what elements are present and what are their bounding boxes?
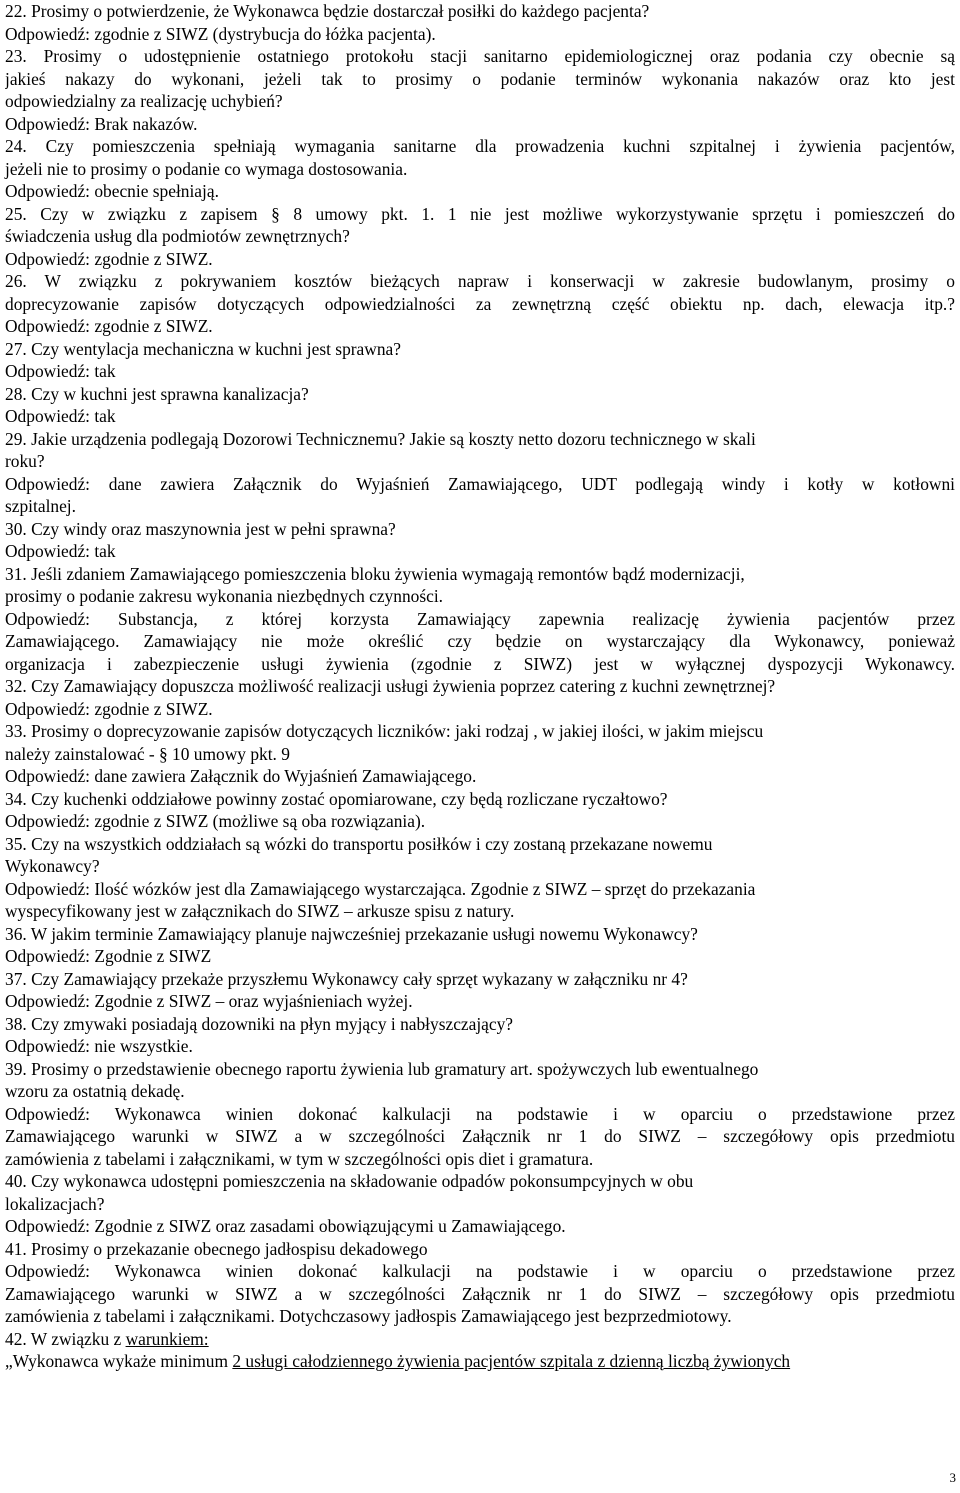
- text-line: 37. Czy Zamawiający przekaże przyszłemu Wykonawcy cały sprzęt wykazany w załączniku nr 4?: [5, 968, 688, 989]
- text-line: Odpowiedź: nie wszystkie.: [5, 1036, 193, 1056]
- document-lines: [5, 0, 955, 1328]
- text-line: 40. Czy wykonawca udostępni pomieszczenia na składowanie odpadów pokonsumpcyjnych w obu: [5, 1171, 694, 1191]
- text-line: Odpowiedź: Wykonawca winien dokonać kalkulacji na podstawie i w oparciu o przedstawione przez: [5, 1103, 955, 1124]
- question-42-underlined: warunkiem:: [125, 1328, 209, 1349]
- page-number: 3: [949, 1470, 956, 1485]
- text-line: 30. Czy windy oraz maszynownia jest w pełni sprawna?: [5, 518, 396, 539]
- text-line: Odpowiedź: zgodnie z SIWZ (dystrybucja do łóżka pacjenta).: [5, 23, 436, 44]
- quoted-condition-text: „Wykonawca wykaże minimum: [5, 1351, 233, 1371]
- text-line: 31. Jeśli zdaniem Zamawiającego pomieszczenia bloku żywienia wymagają remontów bądź modernizacji,: [5, 563, 745, 584]
- text-line: zamówienia z tabelami i załącznikami, w tym w szczególności opis diet i gramatura.: [5, 1148, 594, 1169]
- text-line: Odpowiedź: Ilość wózków jest dla Zamawiającego wystarczająca. Zgodnie z SIWZ – sprzęt do przekazania: [5, 878, 756, 899]
- text-line: odpowiedzialny za realizację uchybień?: [5, 91, 283, 111]
- text-line: 36. W jakim terminie Zamawiający planuje najwcześniej przekazanie usługi nowemu Wykonawcy?: [5, 923, 698, 944]
- text-line: jakieś nakazy do wykonani, jeżeli tak to prosimy o podanie terminów wykonania nakazów oraz kto jest: [5, 68, 955, 89]
- text-line: Odpowiedź: tak: [5, 406, 116, 426]
- text-line: 29. Jakie urządzenia podlegają Dozorowi Technicznemu? Jakie są koszty netto dozoru technicznego w skali: [5, 428, 756, 449]
- text-line: Odpowiedź: zgodnie z SIWZ.: [5, 316, 213, 336]
- quoted-condition-underlined: 2 usługi całodziennego żywienia pacjentów szpitala z dzienną liczbą żywionych: [232, 1351, 791, 1371]
- text-line: roku?: [5, 451, 45, 471]
- text-line: 38. Czy zmywaki posiadają dozowniki na płyn myjący i nabłyszczający?: [5, 1013, 514, 1034]
- text-line: 32. Czy Zamawiający dopuszcza możliwość realizacji usługi żywienia poprzez catering z kuchni zewnętrznej?: [5, 676, 776, 696]
- quoted-condition-line: [5, 1350, 955, 1373]
- text-line: Odpowiedź: Zgodnie z SIWZ: [5, 946, 212, 966]
- text-line: Odpowiedź: obecnie spełniają.: [5, 181, 219, 201]
- text-line: Wykonawcy?: [5, 856, 100, 876]
- text-line: Odpowiedź: zgodnie z SIWZ (możliwe są oba rozwiązania).: [5, 811, 426, 831]
- text-line: 24. Czy pomieszczenia spełniają wymagania sanitarne dla prowadzenia kuchni szpitalnej i żywienia pacjentów,: [5, 136, 955, 156]
- text-line: 28. Czy w kuchni jest sprawna kanalizacja?: [5, 383, 309, 404]
- text-line: 35. Czy na wszystkich oddziałach są wózki do transportu posiłków i czy zostaną przekazane nowemu: [5, 833, 713, 854]
- document-body: [5, 0, 955, 1373]
- text-line: Odpowiedź: zgodnie z SIWZ.: [5, 698, 213, 719]
- text-line: 41. Prosimy o przekazanie obecnego jadłospisu dekadowego: [5, 1238, 428, 1259]
- question-42-line: [5, 1328, 955, 1351]
- text-line: Odpowiedź: Brak nakazów.: [5, 113, 198, 134]
- text-line: Odpowiedź: dane zawiera Załącznik do Wyjaśnień Zamawiającego.: [5, 766, 477, 786]
- text-line: 26. W związku z pokrywaniem kosztów bieżących napraw i konserwacji w zakresie budowlanym, prosimy o: [5, 271, 955, 291]
- text-line: jeżeli nie to prosimy o podanie co wymaga dostosowania.: [5, 158, 408, 179]
- text-line: Odpowiedź: Substancja, z której korzysta Zamawiający zapewnia realizację żywienia pacjentów przez: [5, 608, 955, 629]
- text-line: należy zainstalować - § 10 umowy pkt. 9: [5, 743, 290, 764]
- text-line: Odpowiedź: zgodnie z SIWZ.: [5, 248, 213, 269]
- text-line: 25. Czy w związku z zapisem § 8 umowy pkt. 1. 1 nie jest możliwe wykorzystywanie sprzętu i pomieszczeń do: [5, 203, 955, 224]
- text-line: wyspecyfikowany jest w załącznikach do SIWZ – arkusze spisu z natury.: [5, 901, 515, 921]
- text-line: 34. Czy kuchenki oddziałowe powinny zostać opomiarowane, czy będą rozliczane ryczałtowo?: [5, 788, 668, 809]
- text-line: świadczenia usług dla podmiotów zewnętrznych?: [5, 226, 350, 246]
- text-line: 22. Prosimy o potwierdzenie, że Wykonawca będzie dostarczał posiłki do każdego pacjenta?: [5, 1, 650, 21]
- text-line: szpitalnej.: [5, 496, 76, 516]
- text-line: Odpowiedź: Zgodnie z SIWZ – oraz wyjaśnieniach wyżej.: [5, 991, 413, 1011]
- text-line: 27. Czy wentylacja mechaniczna w kuchni jest sprawna?: [5, 338, 401, 359]
- text-line: Odpowiedź: tak: [5, 361, 116, 381]
- text-line: Zamawiającego warunki w SIWZ a w szczególności Załącznik nr 1 do SIWZ – szczegółowy opis przedmiotu: [5, 1126, 955, 1146]
- text-line: 23. Prosimy o udostępnienie ostatniego protokołu stacji sanitarno epidemiologicznej oraz podania czy obecnie są: [5, 46, 955, 66]
- text-line: Odpowiedź: Wykonawca winien dokonać kalkulacji na podstawie i w oparciu o przedstawione przez: [5, 1261, 955, 1281]
- text-line: wzoru za ostatnią dekadę.: [5, 1081, 185, 1101]
- text-line: organizacja i zabezpieczenie usługi żywienia (zgodnie z SIWZ) jest w wyłącznej dyspozycji Wykonawcy.: [5, 653, 955, 674]
- text-line: Odpowiedź: dane zawiera Załącznik do Wyjaśnień Zamawiającego, UDT podlegają windy i kotły w kotłowni: [5, 473, 955, 494]
- text-line: Odpowiedź: Zgodnie z SIWZ oraz zasadami obowiązującymi u Zamawiającego.: [5, 1216, 566, 1236]
- text-line: Zamawiającego warunki w SIWZ a w szczególności Załącznik nr 1 do SIWZ – szczegółowy opis przedmiotu: [5, 1283, 955, 1304]
- text-line: 39. Prosimy o przedstawienie obecnego raportu żywienia lub gramatury art. spożywczych lub ewentualnego: [5, 1058, 759, 1079]
- text-line: Zamawiającego. Zamawiający nie może określić czy będzie on wystarczający dla Wykonawcy, ponieważ: [5, 631, 955, 651]
- text-line: lokalizacjach?: [5, 1193, 105, 1214]
- text-line: 33. Prosimy o doprecyzowanie zapisów dotyczących liczników: jaki rodzaj , w jakiej ilości, w jakim miejscu: [5, 721, 764, 741]
- text-line: zamówienia z tabelami i załącznikami. Dotychczasowy jadłospis Zamawiającego jest bezprzedmiotowy.: [5, 1306, 732, 1326]
- question-42-text: 42. W związku z: [5, 1328, 126, 1349]
- text-line: prosimy o podanie zakresu wykonania niezbędnych czynności.: [5, 586, 444, 606]
- text-line: Odpowiedź: tak: [5, 541, 116, 561]
- text-line: doprecyzowanie zapisów dotyczących odpowiedzialności za zewnętrzną część obiektu np. dach, elewacja itp.?: [5, 293, 955, 314]
